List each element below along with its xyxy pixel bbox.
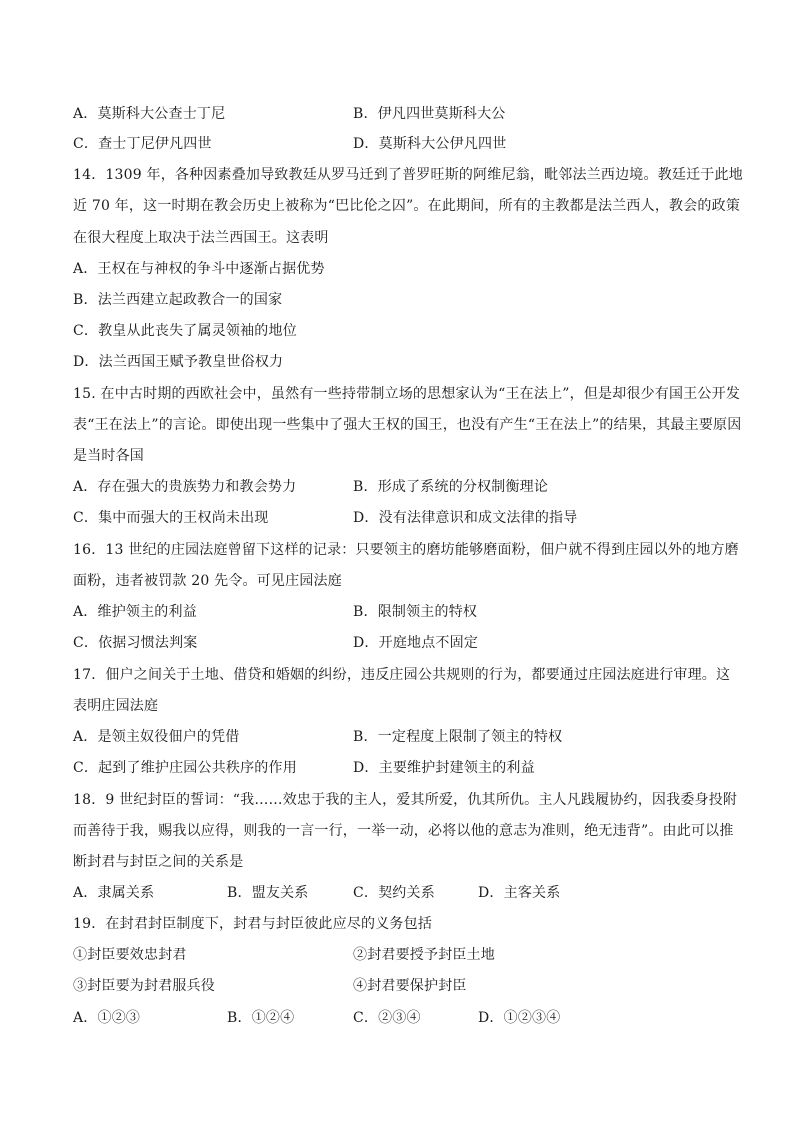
q18-stem-line-3: 断封君与封臣之间的关系是	[73, 854, 244, 870]
q14-option-d: D．法兰西国王赋予教皇世俗权力	[73, 354, 284, 370]
q18-option-c: C．契约关系	[353, 885, 435, 901]
q16-option-c: C．依据习惯法判案	[73, 635, 198, 651]
q15-option-b: B．形成了系统的分权制衡理论	[353, 479, 549, 495]
q19-item-4: ④封君要保护封臣	[353, 978, 467, 994]
q19-item-3: ③封臣要为封君服兵役	[73, 978, 215, 994]
q18-option-d: D．主客关系	[478, 885, 561, 901]
q16-stem-line-2: 面粉，违者被罚款 20 先令。可见庄园法庭	[73, 573, 342, 589]
q17-stem-line-1: 17．佃户之间关于土地、借贷和婚姻的纠纷，违反庄园公共规则的行为，都要通过庄园法庭进行审理。这	[73, 667, 731, 683]
q18-stem-line-2: 而善待于我，赐我以应得，则我的一言一行，一举一动，必将以他的意志为准则，绝无违背”。由此可以推	[73, 823, 734, 839]
q18-stem-line-1: 18．9 世纪封臣的誓词：“我……效忠于我的主人，爱其所爱，仇其所仇。主人凡践履协约，因我委身投附	[73, 792, 738, 808]
q15-stem-line-1: 15. 在中古时期的西欧社会中，虽然有一些持带制立场的思想家认为“王在法上”，但是却很少有国王公开发	[73, 386, 741, 402]
q17-option-d: D．主要维护封建领主的利益	[353, 760, 535, 776]
q14-stem-line-2: 近 70 年，这一时期在教会历史上被称为“巴比伦之囚”。在此期间，所有的主教都是法兰西人，教会的政策	[73, 198, 741, 214]
q17-stem-line-2: 表明庄园法庭	[73, 698, 159, 714]
q19-option-c: C．②③④	[353, 1010, 421, 1026]
q14-option-c: C．教皇从此丧失了属灵领袖的地位	[73, 323, 297, 339]
q16-option-b: B．限制领主的特权	[353, 604, 478, 620]
q13-option-d: D．莫斯科大公伊凡四世	[353, 136, 507, 152]
q14-stem-line-3: 在很大程度上取决于法兰西国王。这表明	[73, 230, 329, 246]
q17-option-b: B．一定程度上限制了领主的特权	[353, 729, 563, 745]
q15-option-a: A．存在强大的贵族势力和教会势力	[73, 479, 297, 495]
q15-stem-line-3: 是当时各国	[73, 448, 144, 464]
q15-option-d: D．没有法律意识和成文法律的指导	[353, 510, 578, 526]
q13-option-a: A．莫斯科大公查士丁尼	[73, 106, 226, 122]
q19-stem: 19．在封君封臣制度下，封君与封臣彼此应尽的义务包括	[73, 916, 433, 932]
q16-option-a: A．维护领主的利益	[73, 604, 197, 620]
q14-option-a: A．王权在与神权的争斗中逐渐占据优势	[73, 261, 325, 277]
q17-option-a: A．是领主奴役佃户的凭借	[73, 729, 240, 745]
q13-option-b: B．伊凡四世莫斯科大公	[353, 106, 506, 122]
q14-stem-line-1: 14．1309 年，各种因素叠加导致教廷从罗马迁到了普罗旺斯的阿维尼翁，毗邻法兰西边境。教廷迁于此地	[73, 167, 743, 183]
q14-option-b: B．法兰西建立起政教合一的国家	[73, 292, 283, 308]
q16-stem-line-1: 16．13 世纪的庄园法庭曾留下这样的记录：只要领主的磨坊能够磨面粉，佃户就不得到庄园以外的地方磨	[73, 542, 739, 558]
q16-option-d: D．开庭地点不固定	[353, 635, 479, 651]
q18-option-b: B．盟友关系	[227, 885, 309, 901]
q17-option-c: C．起到了维护庄园公共秩序的作用	[73, 760, 297, 776]
q18-option-a: A．隶属关系	[73, 885, 155, 901]
q15-option-c: C．集中而强大的王权尚未出现	[73, 510, 269, 526]
q13-option-c: C．查士丁尼伊凡四世	[73, 136, 212, 152]
q19-option-a: A．①②③	[73, 1010, 141, 1026]
q19-item-2: ②封君要授予封臣土地	[353, 947, 495, 963]
q15-stem-line-2: 表“王在法上”的言论。即使出现一些集中了强大王权的国王，也没有产生“王在法上”的结果，其最主要原因	[73, 417, 742, 433]
q19-option-b: B．①②④	[227, 1010, 295, 1026]
q19-option-d: D．①②③④	[478, 1010, 561, 1026]
q19-item-1: ①封臣要效忠封君	[73, 947, 187, 963]
